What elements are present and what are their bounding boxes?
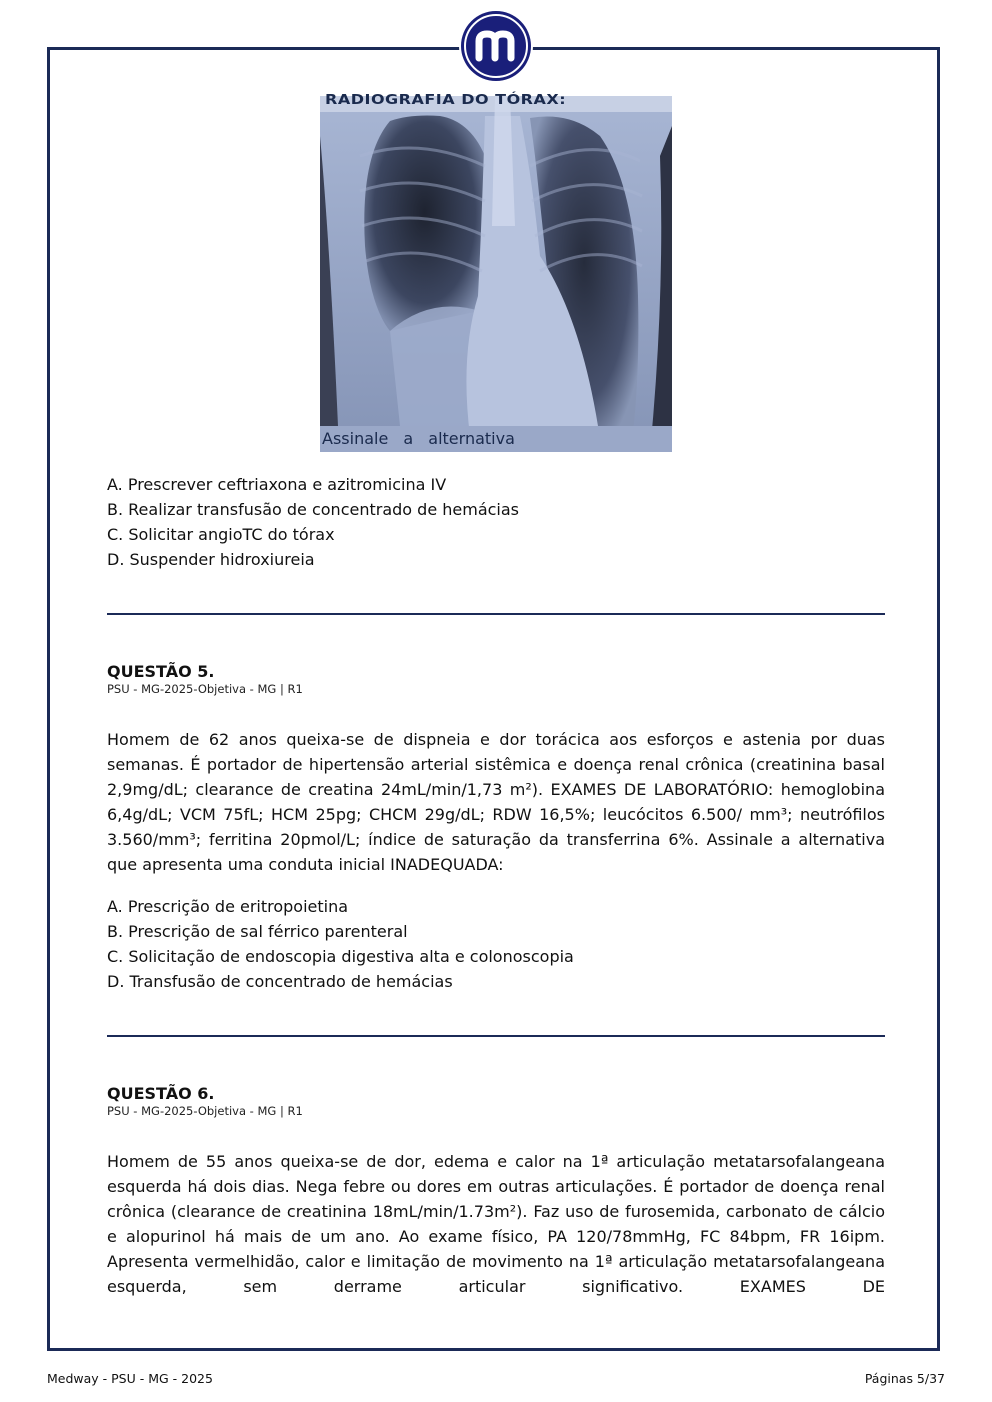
question-5-stem: Homem de 62 anos queixa-se de dispneia e dor torácica aos esforços e astenia por duas semanas. É portador de hipertensão arterial sistêmica e doença renal crônica (creatinina basal 2,9mg/dL; clearance de creatina 24mL/min/1,73 m²). EXAMES DE LABORATÓRIO: hemoglobina 6,4g/dL; VCM 75fL; HCM 25pg; CHCM 29g/dL; RDW 16,5%; leucócitos 6.500/ mm³; neutrófilos 3.560/mm³; ferritina 20pmol/L; índice de saturação da transferrina 6%. Assinale a alternativa que apresenta uma conduta inicial INADEQUADA: — [107, 730, 885, 874]
option-a[interactable]: A. Prescrever ceftriaxona e azitromicina IV — [107, 475, 447, 494]
page-number: Páginas 5/37 — [864, 1371, 945, 1386]
option-b[interactable]: B. Prescrição de sal férrico parenteral — [107, 922, 408, 941]
option-b[interactable]: B. Realizar transfusão de concentrado de hemácias — [107, 500, 519, 519]
xray-bottom-caption: Assinale a alternativa — [322, 429, 515, 448]
question-6-source: PSU - MG-2025-Objetiva - MG | R1 — [107, 1104, 303, 1118]
divider — [107, 613, 885, 615]
question-6-stem: Homem de 55 anos queixa-se de dor, edema e calor na 1ª articulação metatarsofalangeana esquerda há dois dias. Nega febre ou dores em outras articulações. É portador de doença renal crônica (clearance de creatinina 18mL/min/1.73m²). Faz uso de furosemida, carbonato de cálcio e alopurinol há mais de um ano. Ao exame físico, PA 120/78mmHg, FC 84bpm, FR 16ipm. Apresenta vermelhidão, calor e limitação de movimento na 1ª articulação metatarsofalangeana esquerda, sem derrame articular significativo. EXAMES DE — [107, 1152, 885, 1296]
question-5-source: PSU - MG-2025-Objetiva - MG | R1 — [107, 682, 303, 696]
medway-logo — [458, 8, 534, 84]
option-c[interactable]: C. Solicitar angioTC do tórax — [107, 525, 335, 544]
option-a[interactable]: A. Prescrição de eritropoietina — [107, 897, 349, 916]
divider — [107, 1035, 885, 1037]
footer-source: Medway - PSU - MG - 2025 — [47, 1371, 213, 1386]
question-4-options — [107, 472, 519, 572]
question-5-title: QUESTÃO 5. — [107, 662, 215, 681]
option-c[interactable]: C. Solicitação de endoscopia digestiva alta e colonoscopia — [107, 947, 574, 966]
xray-top-caption: RADIOGRAFIA DO TÓRAX: — [325, 91, 567, 108]
question-5-options — [107, 894, 574, 994]
chest-xray-image — [320, 96, 672, 452]
option-d[interactable]: D. Transfusão de concentrado de hemácias — [107, 972, 453, 991]
question-6-title: QUESTÃO 6. — [107, 1084, 215, 1103]
option-d[interactable]: D. Suspender hidroxiureia — [107, 550, 315, 569]
